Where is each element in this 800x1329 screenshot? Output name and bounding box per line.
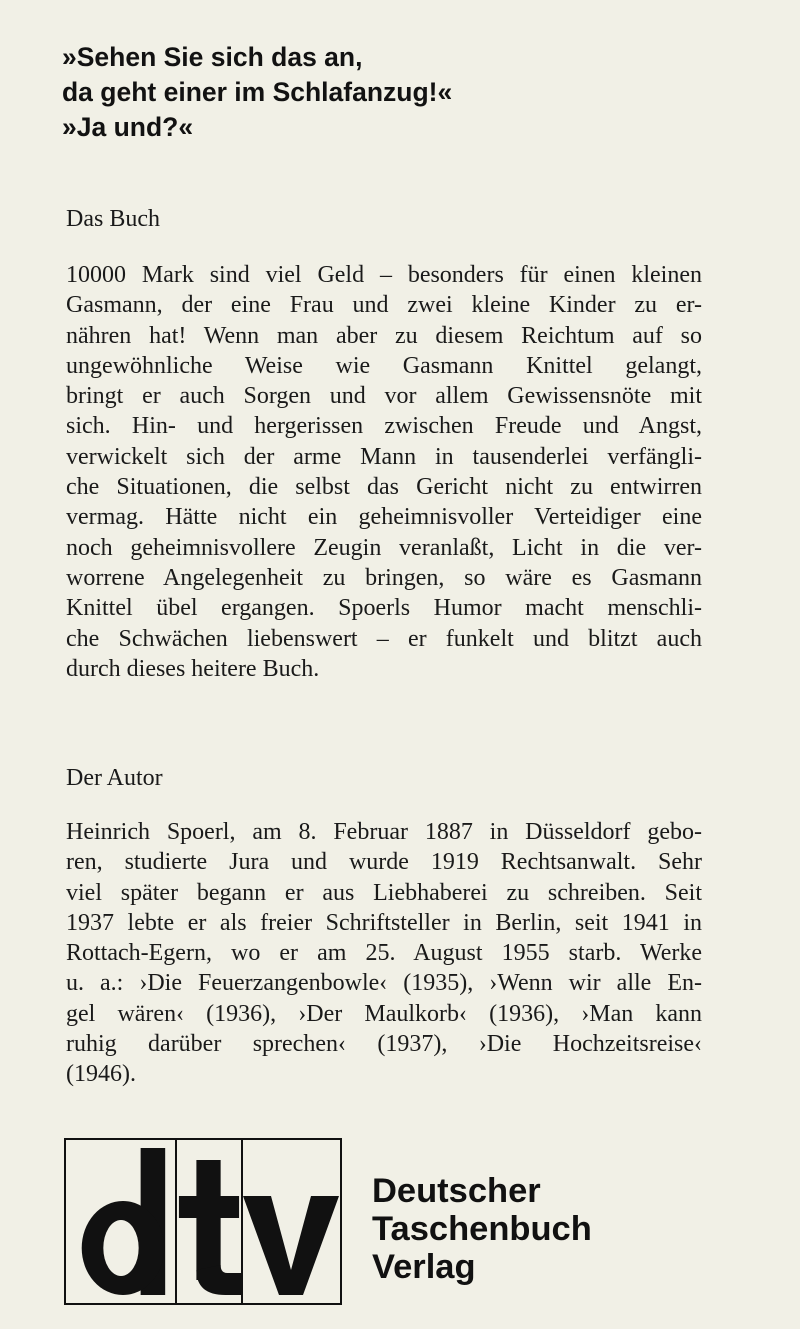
book-description-line: che Schwächen liebenswert – er funkelt und blitzt auch: [66, 625, 702, 652]
book-description-line: sich. Hin- und hergerissen zwischen Freude und Angst,: [66, 413, 702, 440]
publisher-line: Deutscher: [372, 1172, 541, 1210]
author-biography-line: u. a.: ›Die Feuerzangenbowle‹ (1935), ›Wenn wir alle En-: [66, 970, 702, 997]
tagline-line: da geht einer im Schlafanzug!«: [62, 77, 453, 107]
tagline-line: »Sehen Sie sich das an,: [62, 42, 363, 72]
logo-letter-t: [177, 1140, 243, 1303]
author-biography-line: gel wären‹ (1936), ›Der Maulkorb‹ (1936), ›Man kann: [66, 1000, 702, 1027]
author-biography-line: (1946).: [66, 1061, 136, 1088]
book-description-line: noch geheimnisvollere Zeugin veranlaßt, Licht in die ver-: [66, 534, 702, 561]
book-description-line: bringt er auch Sorgen und vor allem Gewissensnöte mit: [66, 383, 702, 410]
tagline-quote: [62, 40, 662, 145]
author-biography-line: Heinrich Spoerl, am 8. Februar 1887 in Düsseldorf gebo-: [66, 819, 702, 845]
book-description-line: Gasmann, der eine Frau und zwei kleine Kinder zu er-: [66, 292, 702, 319]
book-description: [66, 260, 702, 684]
book-description-line: verwickelt sich der arme Mann in tausenderlei verfängli-: [66, 443, 702, 470]
book-description-line: nähren hat! Wenn man aber zu diesem Reichtum auf so: [66, 322, 702, 349]
book-description-line: worrene Angelegenheit zu bringen, so wäre es Gasmann: [66, 564, 702, 591]
book-description-line: durch dieses heitere Buch.: [66, 655, 320, 682]
tagline-line: »Ja und?«: [62, 112, 194, 142]
publisher-line: Verlag: [372, 1248, 476, 1286]
book-description-line: che Situationen, die selbst das Gericht nicht zu entwirren: [66, 474, 702, 501]
logo-letter-v: [243, 1140, 340, 1303]
book-description-line: ungewöhnliche Weise wie Gasmann Knittel gelangt,: [66, 352, 702, 379]
book-description-line: 10000 Mark sind viel Geld – besonders für einen kleinen: [66, 262, 702, 288]
book-section-heading: Das Buch: [66, 206, 160, 232]
author-biography: [66, 817, 702, 1090]
author-section-heading: Der Autor: [66, 765, 163, 791]
author-biography-line: ruhig darüber sprechen‹ (1937), ›Die Hochzeitsreise‹: [66, 1031, 702, 1058]
author-biography-line: 1937 lebte er als freier Schriftsteller in Berlin, seit 1941 in: [66, 909, 702, 936]
publisher-line: Taschenbuch: [372, 1210, 592, 1248]
book-description-line: vermag. Hätte nicht ein geheimnisvoller Verteidiger eine: [66, 504, 702, 531]
publisher-name: [372, 1172, 592, 1286]
logo-letter-d: [66, 1140, 177, 1303]
author-biography-line: Rottach-Egern, wo er am 25. August 1955 starb. Werke: [66, 940, 702, 967]
dtv-logo-icon: [64, 1138, 342, 1305]
author-biography-line: viel später begann er aus Liebhaberei zu schreiben. Seit: [66, 879, 702, 906]
book-description-line: Knittel übel ergangen. Spoerls Humor macht menschli-: [66, 595, 702, 622]
author-biography-line: ren, studierte Jura und wurde 1919 Rechtsanwalt. Sehr: [66, 849, 702, 876]
